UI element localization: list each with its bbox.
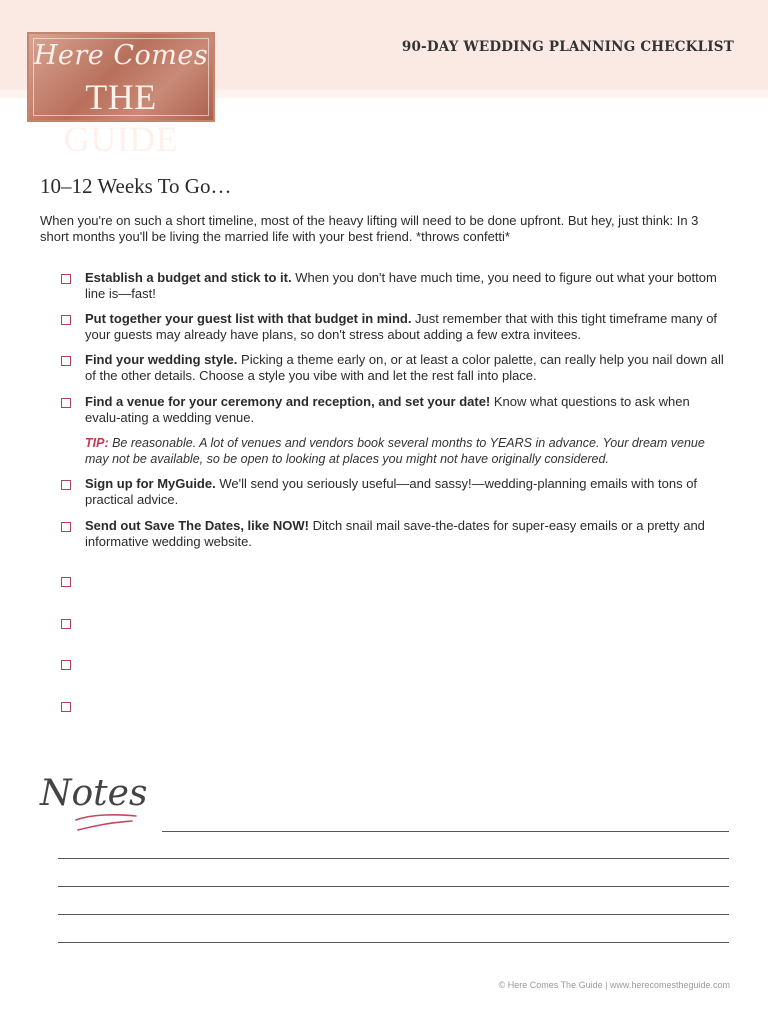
checklist-item-5 [85,476,728,508]
checklist-item-1 [85,270,728,302]
item-6-text: Ditch snail mail save-the-dates for super-easy emails or a pretty and informative wedding website. [85,518,705,549]
tip-text: Be reasonable. A lot of venues and vendors book several months to YEARS in advance. Your dream venue may not be available, so be open to looking at places you might not have originally considered. [85,436,705,466]
item-5-text: We'll send you seriously useful—and sassy!—wedding-planning emails with tons of practical advice. [85,476,698,507]
tip-label: TIP: [85,436,109,450]
item-2-text: Just remember that with this tight timeframe many of your guests may already have plans, so don't stress about adding a few extra invitees. [85,311,718,342]
section-heading: 10–12 Weeks To Go… [40,174,232,198]
logo-script-text: Here Comes [33,40,209,71]
notes-swash-icon [62,806,142,836]
intro-paragraph: When you're on such a short timeline, most of the heavy lifting will need to be done upfront. But hey, just think: In 3 short months you'll be living the married life with your best friend. *throws confetti* [40,213,699,244]
checklist-item-2 [85,311,728,343]
item-4-bold: Find a venue for your ceremony and reception, and set your date! [85,394,491,409]
logo [27,32,215,159]
notes-line-5[interactable] [58,942,729,943]
checklist-item-3 [85,352,728,384]
item-1-bold: Establish a budget and stick to it. [85,270,292,285]
checklist-item-6 [85,518,728,550]
notes-line-3[interactable] [58,886,729,887]
tip-note [85,435,728,467]
checkbox-4[interactable] [61,398,71,408]
empty-checkbox-4[interactable] [61,702,71,712]
notes-line-4[interactable] [58,914,729,915]
empty-checkbox-3[interactable] [61,660,71,670]
checkbox-5[interactable] [61,480,71,490]
document-title: 90-DAY WEDDING PLANNING CHECKLIST [401,39,734,55]
item-4-text: Know what questions to ask when evalu-ating a wedding venue. [85,394,690,425]
checklist-item-4 [85,394,728,426]
checkbox-6[interactable] [61,522,71,532]
checkbox-1[interactable] [61,274,71,284]
item-2-bold: Put together your guest list with that budget in mind. [85,311,412,326]
empty-checkbox-1[interactable] [61,577,71,587]
logo-main-text: THE GUIDE [63,77,179,159]
item-1-text: When you don't have much time, you need to figure out what your bottom line is—fast! [85,270,717,301]
notes-line-2[interactable] [58,858,729,859]
checkbox-3[interactable] [61,356,71,366]
checkbox-2[interactable] [61,315,71,325]
item-6-bold: Send out Save The Dates, like NOW! [85,518,309,533]
notes-title: Notes [40,773,148,814]
notes-line-1[interactable] [162,831,729,832]
empty-checkbox-2[interactable] [61,619,71,629]
item-3-bold: Find your wedding style. [85,352,238,367]
item-5-bold: Sign up for MyGuide. [85,476,216,491]
item-3-text: Picking a theme early on, or at least a color palette, can really help you nail down all of the other details. Choose a style you vibe with and let the rest fall into place. [85,352,724,383]
footer-credit: © Here Comes The Guide | www.herecomestheguide.com [498,980,730,990]
